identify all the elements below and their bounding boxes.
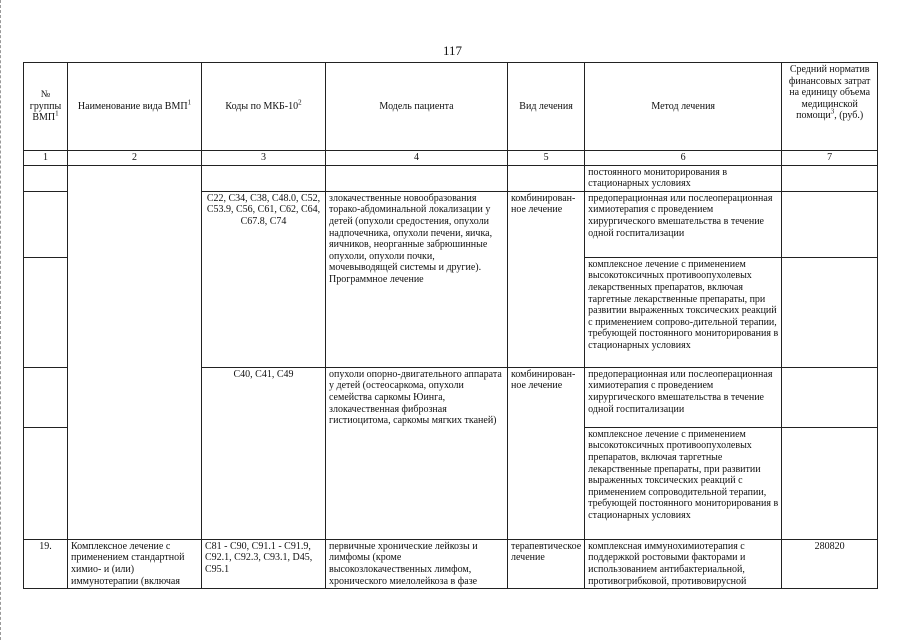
cost-cell [782,427,878,539]
codes-cell: C40, C41, C49 [202,367,326,539]
model-cell: первичные хронические лейкозы и лимфомы (кроме высокозлокачественных лимфом, хронического миелолейкоза в фазе [326,539,508,588]
column-number: 1 [24,151,68,166]
method-cell: предоперационная или послеоперационная химиотерапия с проведением хирургического вмешательства в течение одной госпитализации [585,367,782,427]
method-cell: комплексная иммунохимиотерапия с поддержкой ростовыми факторами и использованием антибактериальной, противогрибковой, противовирусной [585,539,782,588]
name-cell [68,165,202,539]
group-cell [24,257,68,367]
column-number: 7 [782,151,878,166]
header-name: Наименование вида ВМП$^1$ [68,63,202,151]
treatment-cell [508,165,585,191]
group-cell: 19. [24,539,68,588]
header-codes: Коды по МКБ-$10^2$ [202,63,326,151]
group-cell [24,165,68,191]
name-cell: Комплексное лечение с применением стандартной химио- и (или) иммунотерапии (включая [68,539,202,588]
cost-cell [782,191,878,257]
method-cell: комплексное лечение с применением высокотоксичных противоопухолевых лекарственных препаратов, включая таргетные лекарственные препараты, при развитии выраженных токсических реакций с применением сопрово-дительной терапии, требующей постоянного мониторирования в стационарных условиях [585,257,782,367]
group-cell [24,427,68,539]
treatment-cell: комбинирован-ное лечение [508,367,585,539]
method-cell: предоперационная или послеоперационная химиотерапия с проведением хирургического вмешательства в течение одной госпитализации [585,191,782,257]
header-model: Модель пациента [326,63,508,151]
table-header-row [24,63,878,151]
column-number: 4 [326,151,508,166]
page-edge-dashes [0,0,7,640]
codes-cell [202,165,326,191]
model-cell: злокачественные новообразования торако-абдоминальной локализации у детей (опухоли средостения, опухоли надпочечника, опухоли печени, яичка, яичников, неорганные забрюшинные опухоли, опухоли почки, мочевыводящей системы и другие). Программное лечение [326,191,508,367]
table-row [24,539,878,588]
cost-cell [782,257,878,367]
treatment-cell: терапевтическое лечение [508,539,585,588]
column-number: 2 [68,151,202,166]
codes-cell: C22, C34, C38, C48.0, C52, C53.9, C56, C61, C62, C64, C67.8, C74 [202,191,326,367]
header-group: № группы ВМП$^1$ [24,63,68,151]
vmp-table [23,62,878,589]
column-number: 6 [585,151,782,166]
cost-cell: 280820 [782,539,878,588]
method-cell: комплексное лечение с применением высокотоксичных противоопухолевых препаратов, включая таргетные лекарственные препараты, при развитии выраженных токсических реакций с применением сопроводительной терапии, требующей постоянного мониторирования в стационарных условиях [585,427,782,539]
treatment-cell: комбинирован-ное лечение [508,191,585,367]
cost-cell [782,165,878,191]
column-number: 5 [508,151,585,166]
group-cell [24,367,68,427]
group-cell [24,191,68,257]
column-number: 3 [202,151,326,166]
model-cell [326,165,508,191]
codes-cell: C81 - C90, C91.1 - C91.9, C92.1, C92.3, C93.1, D45, C95.1 [202,539,326,588]
model-cell: опухоли опорно-двигательного аппарата у детей (остеосаркома, опухоли семейства саркомы Юинга, злокачественная фиброзная гистиоцитома, саркомы мягких тканей) [326,367,508,539]
table-row [24,165,878,191]
header-method: Метод лечения [585,63,782,151]
header-cost: Средний норматив финансовых затрат на единицу объема медицинской помощи$^3$, (руб.) [782,63,878,151]
method-cell: постоянного мониторирования в стационарных условиях [585,165,782,191]
column-number-row [24,151,878,166]
page-number: 117 [442,43,463,58]
header-treatment: Вид лечения [508,63,585,151]
cost-cell [782,367,878,427]
